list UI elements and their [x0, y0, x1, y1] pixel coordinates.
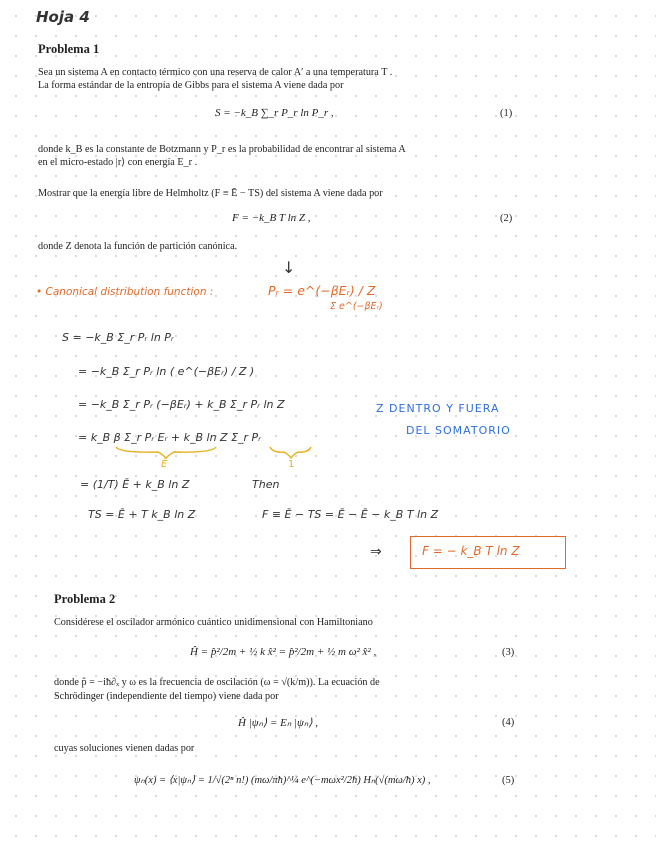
equation-4: Ĥ |ψₙ⟩ = Eₙ |ψₙ⟩ , — [238, 717, 319, 729]
problem-1-heading: Problema 1 — [38, 42, 100, 56]
blue-note-line-1: Z DENTRO Y FUERA — [376, 402, 500, 415]
equation-4-number: (4) — [502, 717, 515, 728]
equation-2-number: (2) — [500, 213, 513, 224]
free-energy-definition: F ≡ Ē − TS = Ē − Ē − k_B T ln Z — [262, 508, 439, 521]
problem-1-z-note: donde Z denota la función de partición canónica. — [38, 241, 238, 252]
problem-1-where-line-2: en el micro-estado |r⟩ con energía E_r . — [38, 157, 198, 168]
equation-1-number: (1) — [500, 108, 513, 119]
page-title: Hoja 4 — [36, 8, 90, 26]
derivation-line-3: = −k_B Σ_r Pᵣ (−βEᵣ) + k_B Σ_r Pᵣ ln Z — [78, 398, 285, 411]
brace-label-mean-energy: Ē — [161, 459, 168, 470]
problem-2-where-line-2: Schrödinger (independiente del tiempo) viene dada por — [54, 691, 279, 702]
underbrace-probability — [270, 447, 311, 458]
probability-denominator: Σ e^(−βEᵣ) — [330, 301, 383, 312]
problem-2-where-line-1: donde p̂ = −iħ∂ₓ y ω es la frecuencia de oscilación (ω = √(k/m)). La ecuación de — [54, 677, 380, 688]
problem-2-intro: Considérese el oscilador armónico cuántico unidimensional con Hamiltoniano — [54, 617, 373, 628]
problem-1-intro-line-1: Sea un sistema A en contacto térmico con una reserva de calor A′ a una temperatura T . — [38, 67, 393, 78]
equation-5: ψₙ(x) = ⟨x|ψₙ⟩ = 1/√(2ⁿ n!) (mω/πħ)^¼ e^(−mωx²/2ħ) Hₙ(√(mω/ħ) x) , — [134, 775, 431, 786]
derivation-line-2: = −k_B Σ_r Pᵣ ln ( e^(−βEᵣ) / Z ) — [78, 365, 255, 378]
brace-label-one: 1 — [288, 459, 295, 470]
problem-1-where-line-1: donde k_B es la constante de Botzmann y P_r es la probabilidad de encontrar al sistema A — [38, 144, 406, 155]
blue-note-line-2: DEL SOMATORIO — [406, 424, 511, 437]
implies-arrow: ⇒ — [370, 544, 382, 560]
problem-1-intro-line-2: La forma estándar de la entropía de Gibbs para el sistema A viene dada por — [38, 80, 344, 91]
problem-2-heading: Problema 2 — [54, 592, 116, 606]
underbrace-energy — [116, 447, 216, 458]
problem-2-solutions-intro: cuyas soluciones vienen dadas por — [54, 743, 195, 754]
derivation-line-1: S = −k_B Σ_r Pᵣ ln Pᵣ — [62, 331, 174, 344]
then-word: Then — [252, 478, 280, 491]
problem-1-task: Mostrar que la energía libre de Helmholtz (F ≡ Ē − TS) del sistema A viene dada por — [38, 188, 383, 199]
canonical-distribution-label: • Canonical distribution function : — [36, 286, 214, 298]
equation-3: Ĥ = p̂²/2m + ½ k x̂² = p̂²/2m + ½ m ω² x̂² , — [190, 646, 377, 658]
equation-1: S = −k_B ∑_r P_r ln P_r , — [215, 107, 334, 119]
boxed-result: F = − k_B T ln Z — [422, 544, 520, 558]
derivation-line-4: = k_B β Σ_r Pᵣ Eᵣ + k_B ln Z Σ_r Pᵣ — [78, 431, 262, 444]
equation-3-number: (3) — [502, 647, 515, 658]
probability-formula: Pᵣ = e^(−βEᵣ) / Z — [268, 283, 376, 298]
equation-2: F = −k_B T ln Z , — [232, 212, 311, 224]
equation-5-number: (5) — [502, 775, 515, 786]
arrow-down-icon: ↓ — [282, 258, 296, 277]
derivation-line-6: TS = Ē + T k_B ln Z — [88, 508, 196, 521]
derivation-line-5: = (1/T) Ē + k_B ln Z — [80, 478, 190, 491]
